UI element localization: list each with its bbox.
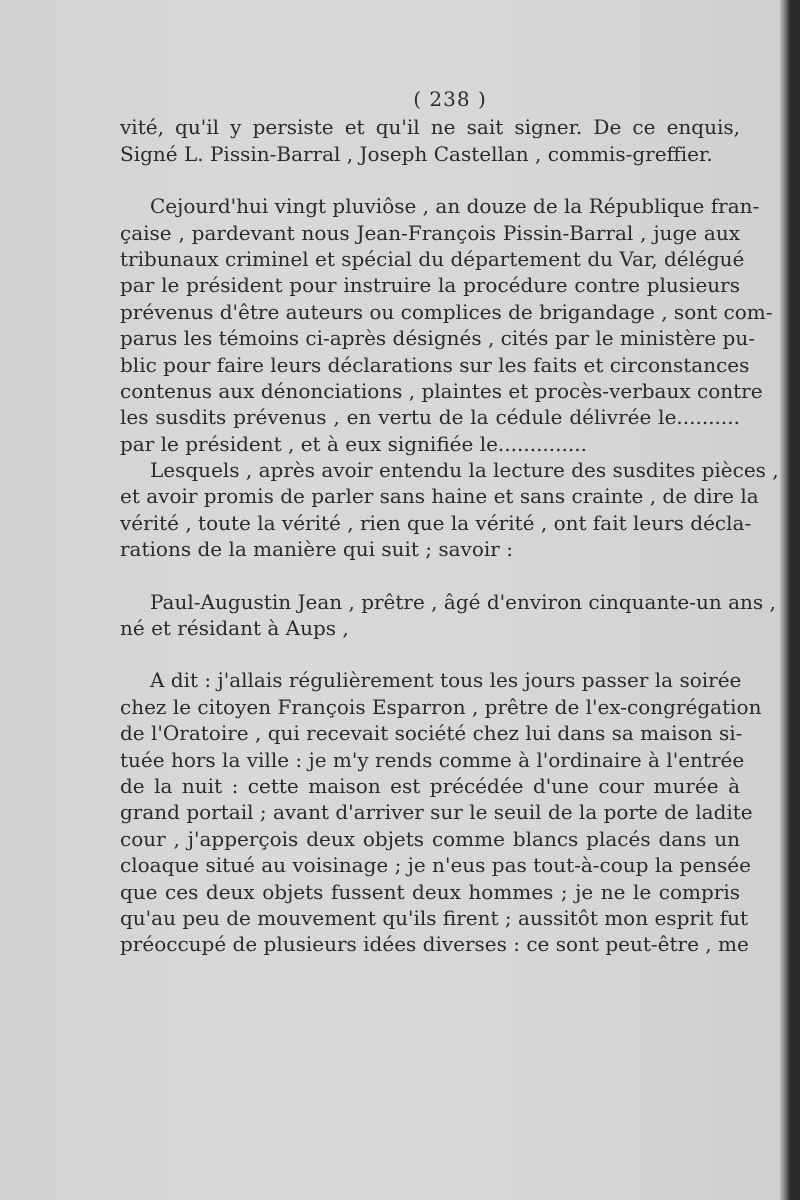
text-line: çaise , pardevant nous Jean-François Pissin-Barral , juge aux [120,220,740,245]
paragraph-4 [120,589,776,642]
paragraph-2 [120,193,773,457]
text-line: Cejourd'hui vingt pluviôse , an douze de la République fran- [150,194,760,219]
text-line: et avoir promis de parler sans haine et sans crainte , de dire la [120,484,759,509]
text-line: Signé L. Pissin-Barral , Joseph Castellan , commis-greffier. [120,141,713,166]
paragraph-1 [120,114,740,167]
paragraph-5 [120,667,762,957]
paragraph-3 [120,457,779,563]
text-line: blic pour faire leurs déclarations sur les faits et circonstances [120,352,750,377]
text-line: rations de la manière qui suit ; savoir : [120,537,513,562]
page-edge-shadow [780,0,790,1200]
page-number: ( 238 ) [413,87,487,111]
text-line: les susdits prévenus , en vertu de la cédule délivrée le.......... [120,405,740,430]
text-line: Paul-Augustin Jean , prêtre , âgé d'environ cinquante-un ans , [150,589,776,614]
text-line: préoccupé de plusieurs idées diverses : ce sont peut-être , me [120,932,749,957]
text-line: prévenus d'être auteurs ou complices de brigandage , sont com- [120,299,773,324]
text-line: de la nuit : cette maison est précédée d'une cour murée à [120,774,740,798]
text-line: par le président , et à eux signifiée le.............. [120,431,587,456]
text-line: tribunaux criminel et spécial du département du Var, délégué [120,246,745,271]
text-line: par le président pour instruire la procédure contre plusieurs [120,273,740,298]
text-line: A dit : j'allais régulièrement tous les jours passer la soirée [150,668,742,693]
text-line: que ces deux objets fussent deux hommes ; je ne le compris [120,879,740,904]
text-line: parus les témoins ci-après désignés , cités par le ministère pu- [120,326,755,351]
text-line: cour , j'apperçois deux objets comme blancs placés dans un [120,826,740,851]
text-line: Lesquels , après avoir entendu la lecture des susdites pièces , [150,458,779,483]
text-line: vérité , toute la vérité , rien que la vérité , ont fait leurs décla- [120,510,752,535]
text-line: de l'Oratoire , qui recevait société chez lui dans sa maison si- [120,721,743,746]
text-line: tuée hors la ville : je m'y rends comme à l'ordinaire à l'entrée [120,747,745,772]
text-line: qu'au peu de mouvement qu'ils firent ; aussitôt mon esprit fut [120,905,749,930]
text-line: né et résidant à Aups , [120,616,349,641]
page-text [120,86,779,958]
text-line: contenus aux dénonciations , plaintes et procès-verbaux contre [120,378,763,403]
text-line: cloaque situé au voisinage ; je n'eus pas tout-à-coup la pensée [120,853,751,878]
text-line: grand portail ; avant d'arriver sur le seuil de la porte de ladite [120,800,753,825]
text-line: chez le citoyen François Esparron , prêtre de l'ex-congrégation [120,694,762,719]
text-line: vité, qu'il y persiste et qu'il ne sait signer. De ce enquis, [120,115,740,140]
